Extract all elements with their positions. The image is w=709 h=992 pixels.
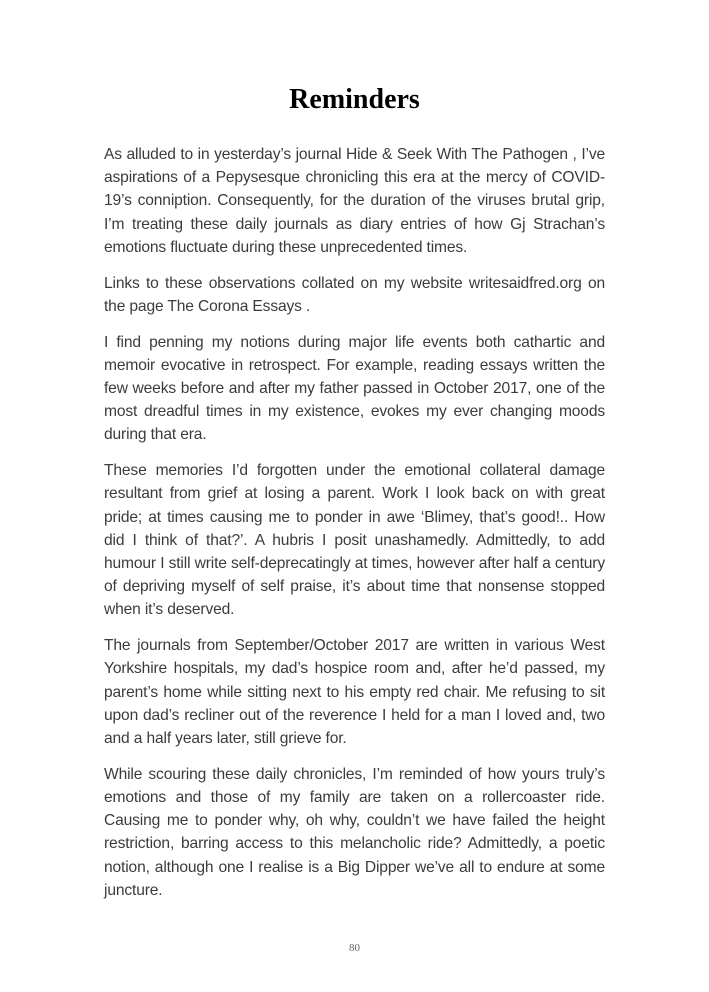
paragraph-6: While scouring these daily chronicles, I’m reminded of how yours truly’s emotions and those of my family are taken on a rollercoaster ride. Causing me to ponder why, oh why, couldn’t we have failed the height restriction, barring access to this melancholic ride? Admittedly, a poetic notion, although one I realise is a Big Dipper we’ve all to endure at some juncture.	[104, 765, 605, 899]
paragraph-2: Links to these observations collated on my website writesaidfred.org on the page The Corona Essays .	[104, 274, 605, 315]
body-text	[104, 143, 605, 915]
paragraph-5: The journals from September/October 2017 are written in various West Yorkshire hospitals, my dad’s hospice room and, after he’d passed, my parent’s home while sitting next to his empty red chair. Me refusing to sit upon dad’s recliner out of the reverence I held for a man I loved and, two and a half years later, still grieve for.	[104, 637, 605, 748]
page-title: Reminders	[289, 84, 420, 115]
page-number: 80	[349, 942, 360, 954]
paragraph-3: I find penning my notions during major life events both cathartic and memoir evocative in retrospect. For example, reading essays written the few weeks before and after my father passed in October 2017, one of the most dreadful times in my existence, evokes my ever changing moods during that era.	[104, 333, 605, 444]
paragraph-1: As alluded to in yesterday’s journal Hide & Seek With The Pathogen , I’ve aspirations of a Pepysesque chronicling this era at the mercy of COVID-19’s conniption. Consequently, for the duration of the viruses brutal grip, I’m treating these daily journals as diary entries of how Gj Strachan’s emotions fluctuate during these unprecedented times.	[104, 146, 605, 256]
paragraph-4: These memories I’d forgotten under the emotional collateral damage resultant from grief at losing a parent. Work I look back on with great pride; at times causing me to ponder in awe ‘Blimey, that’s good!.. How did I think of that?’. A hubris I posit unashamedly. Admittedly, to add humour I still write self-deprecatingly at times, however after half a century of depriving myself of self praise, it’s about time that nonsense stopped when it’s deserved.	[104, 462, 605, 619]
